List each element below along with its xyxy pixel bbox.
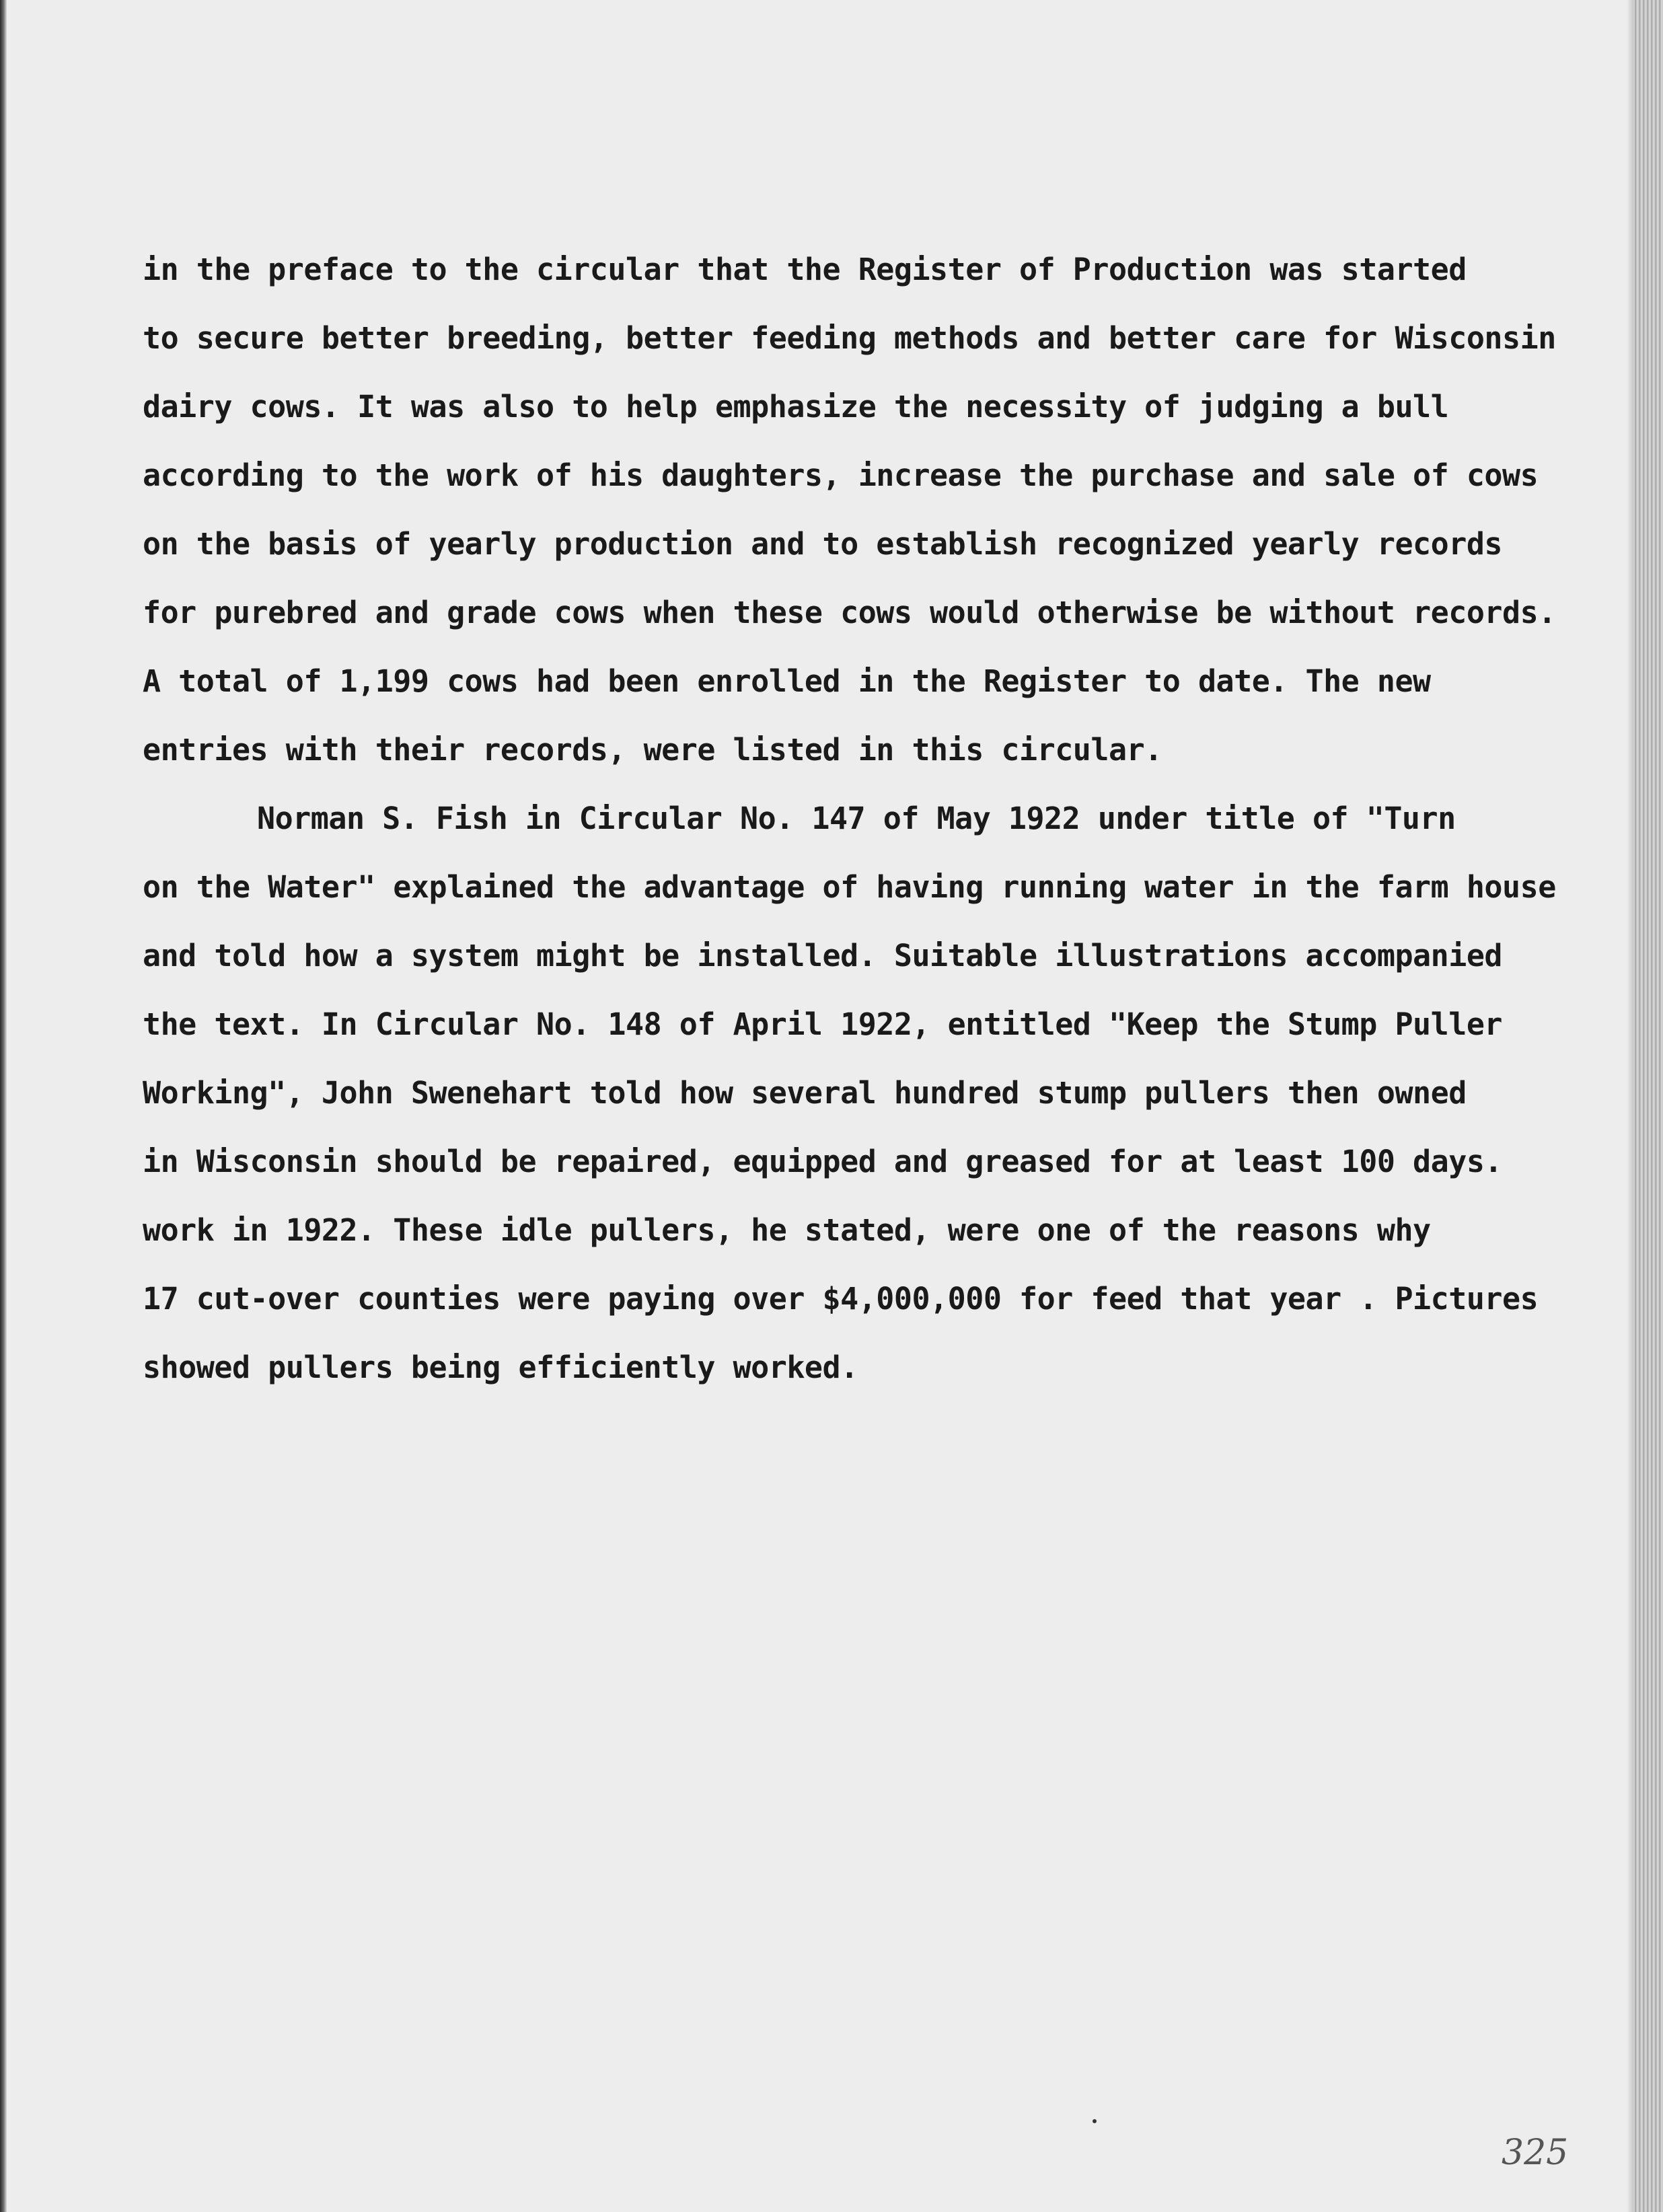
page-right-shadow <box>1627 0 1633 2212</box>
page-right-edge <box>1633 0 1663 2212</box>
text-line: showed pullers being efficiently worked. <box>143 1350 858 1385</box>
text-line: entries with their records, were listed in this circular. <box>143 732 1162 768</box>
page-left-edge <box>0 0 7 2212</box>
text-line: A total of 1,199 cows had been enrolled in the Register to date. The new <box>143 663 1431 699</box>
text-line: for purebred and grade cows when these cows would otherwise be without records. <box>143 595 1556 630</box>
text-line: to secure better breeding, better feeding methods and better care for Wisconsin <box>143 320 1556 356</box>
text-line: according to the work of his daughters, increase the purchase and sale of cows <box>143 457 1539 493</box>
text-line: dairy cows. It was also to help emphasize the necessity of judging a bull <box>143 389 1449 425</box>
text-line: the text. In Circular No. 148 of April 1922, entitled "Keep the Stump Puller <box>143 1006 1503 1042</box>
text-line: work in 1922. These idle pullers, he stated, were one of the reasons why <box>143 1212 1431 1248</box>
text-line: and told how a system might be installed. Suitable illustrations accompanied <box>143 938 1503 973</box>
text-line: 17 cut-over counties were paying over $4,000,000 for feed that year . Pictures <box>143 1281 1539 1317</box>
text-line: on the basis of yearly production and to establish recognized yearly records <box>143 526 1503 562</box>
text-line: in the preface to the circular that the Register of Production was started <box>143 252 1467 287</box>
body-text <box>143 235 1556 1402</box>
text-line: Working", John Swenehart told how several hundred stump pullers then owned <box>143 1075 1467 1111</box>
text-line: Norman S. Fish in Circular No. 147 of May 1922 under title of "Turn <box>257 801 1456 836</box>
ink-dot <box>1093 2119 1097 2123</box>
text-line: in Wisconsin should be repaired, equipped and greased for at least 100 days. <box>143 1144 1503 1179</box>
text-line: on the Water" explained the advantage of having running water in the farm house <box>143 869 1556 905</box>
page-number: 325 <box>1502 2133 1569 2173</box>
